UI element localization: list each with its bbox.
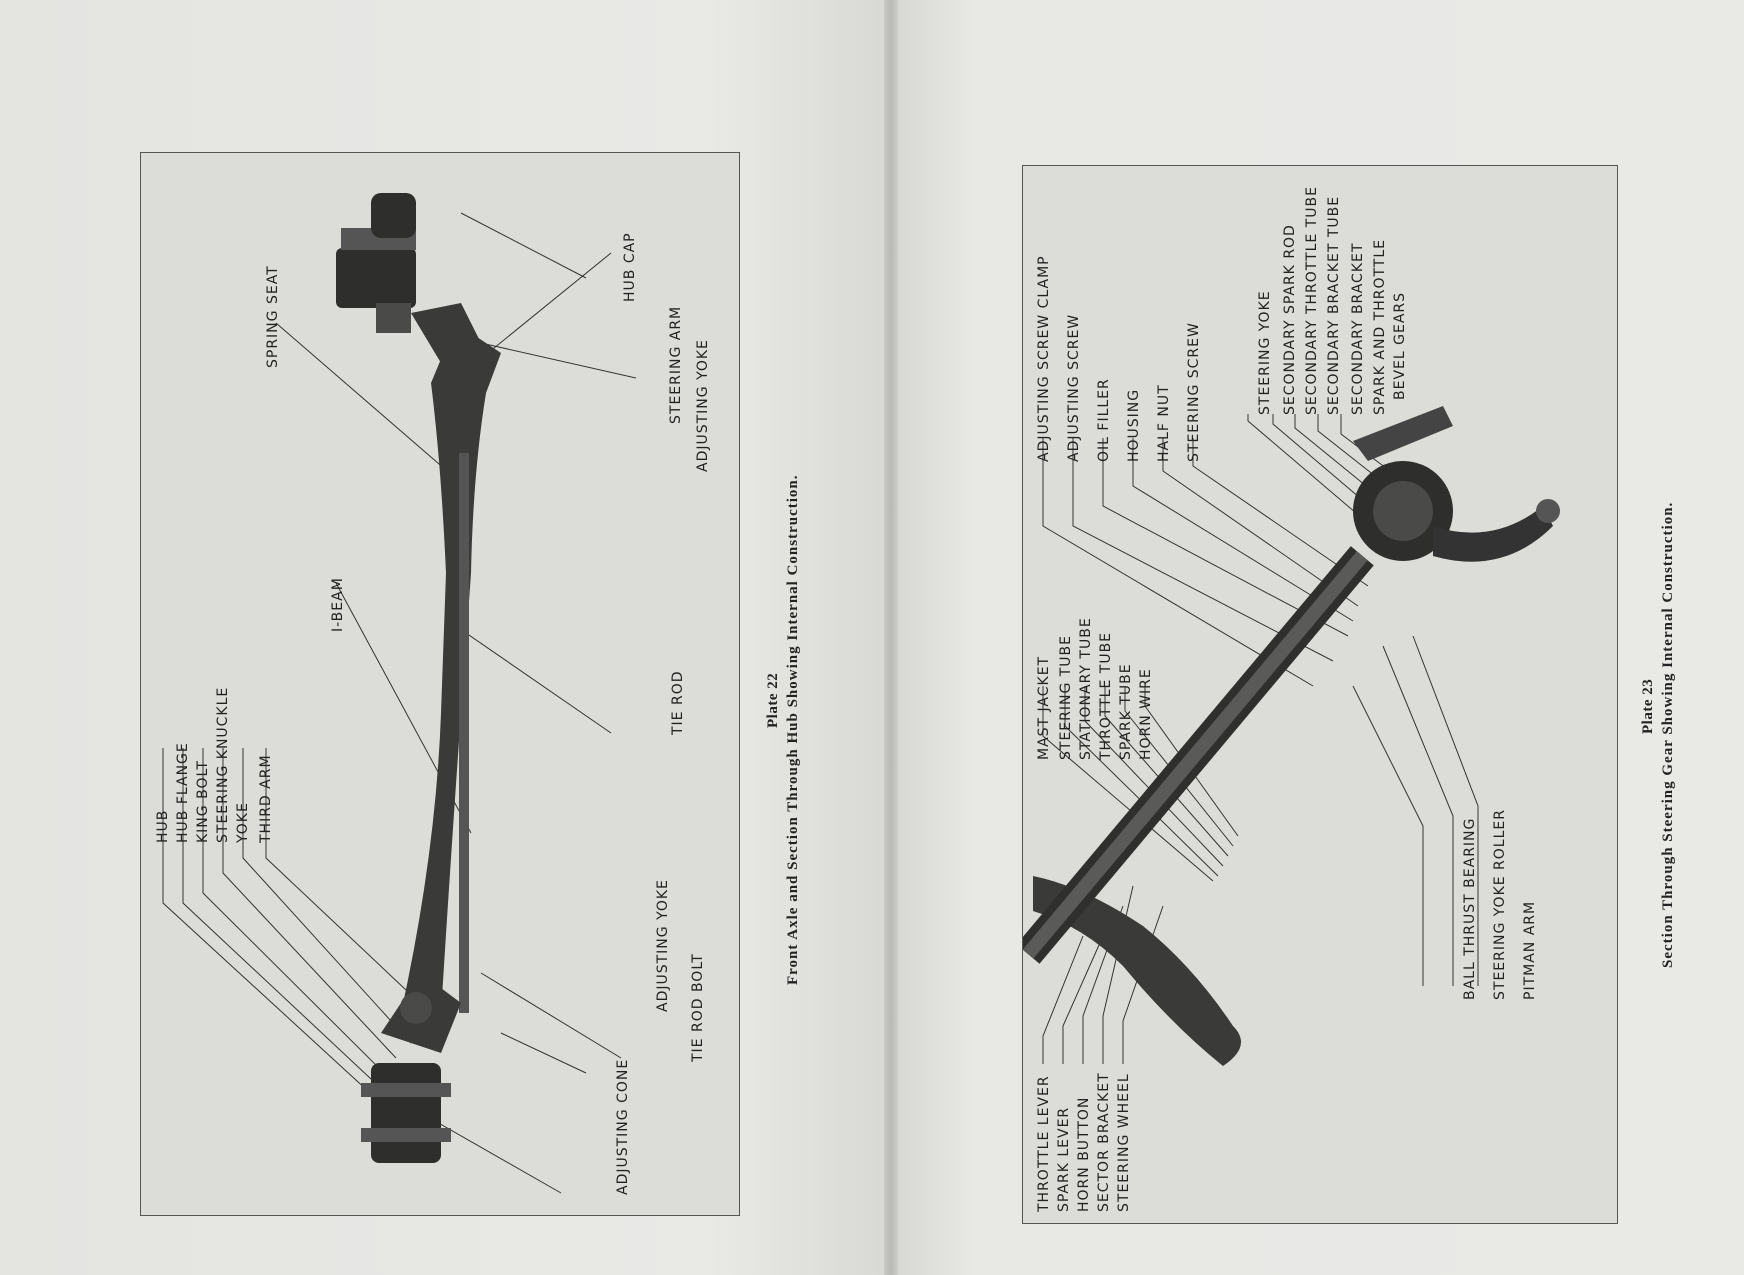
label-tie-rod-bolt: TIE ROD BOLT (690, 953, 706, 1062)
plate-22-caption: Front Axle and Section Through Hub Showing Internal Construction. (785, 474, 801, 985)
label-adjusting-screw-clamp: ADJUSTING SCREW CLAMP (1036, 255, 1052, 462)
label-spark-tube: SPARK TUBE (1118, 663, 1134, 760)
label-steering-wheel: STEERING WHEEL (1116, 1073, 1132, 1212)
label-steering-tube: STEERING TUBE (1058, 634, 1074, 760)
plate-23-title: Plate 23 (1640, 678, 1656, 734)
label-adjusting-yoke-right: ADJUSTING YOKE (695, 339, 711, 472)
book-gutter (884, 0, 898, 1275)
label-adjusting-screw: ADJUSTING SCREW (1066, 313, 1082, 462)
label-hub: HUB (155, 809, 171, 843)
label-adjusting-yoke-left: ADJUSTING YOKE (655, 879, 671, 1012)
label-steering-yoke: STEERING YOKE (1257, 290, 1273, 415)
label-horn-wire: HORN WIRE (1138, 668, 1154, 760)
plate-23-caption: Section Through Steering Gear Showing Internal Construction. (1660, 501, 1676, 968)
label-pitman-arm: PITMAN ARM (1522, 900, 1538, 1000)
label-steering-yoke-roller: STEERING YOKE ROLLER (1492, 809, 1508, 1000)
label-steering-arm: STEERING ARM (668, 305, 684, 424)
label-secondary-spark-rod: SECONDARY SPARK ROD (1282, 224, 1298, 415)
label-secondary-throttle-tube: SECONDARY THROTTLE TUBE (1304, 186, 1320, 415)
label-mast-jacket: MAST JACKET (1036, 655, 1052, 760)
front-axle-illustration (141, 153, 739, 1215)
label-steering-knuckle: STEERING KNUCKLE (215, 686, 231, 843)
plate-22-figure (140, 152, 740, 1216)
label-half-nut: HALF NUT (1156, 384, 1172, 462)
plate-22-title: Plate 22 (765, 672, 781, 728)
label-hub-cap: HUB CAP (622, 232, 638, 302)
label-oil-filler: OIL FILLER (1096, 378, 1112, 462)
label-sector-bracket: SECTOR BRACKET (1096, 1072, 1112, 1212)
label-hub-flange: HUB FLANGE (175, 742, 191, 843)
label-adjusting-cone: ADJUSTING CONE (615, 1058, 631, 1195)
label-i-beam: I-BEAM (330, 577, 346, 632)
label-king-bolt: KING BOLT (195, 760, 211, 843)
label-stationary-tube: STATIONARY TUBE (1078, 617, 1094, 760)
label-ball-thrust-bearing: BALL THRUST BEARING (1462, 817, 1478, 1000)
label-secondary-bracket: SECONDARY BRACKET (1350, 242, 1366, 415)
label-yoke: YOKE (235, 802, 251, 843)
label-third-arm: THIRD ARM (258, 754, 274, 843)
label-housing: HOUSING (1126, 388, 1142, 462)
label-throttle-lever: THROTTLE LEVER (1036, 1075, 1052, 1212)
label-secondary-bracket-tube: SECONDARY BRACKET TUBE (1326, 195, 1342, 415)
label-spark-lever: SPARK LEVER (1056, 1106, 1072, 1212)
label-steering-screw: STEERING SCREW (1186, 322, 1202, 462)
label-tie-rod: TIE ROD (670, 670, 686, 735)
label-spark-and-throttle: SPARK AND THROTTLE (1372, 239, 1388, 415)
label-spring-seat: SPRING SEAT (265, 265, 281, 368)
label-bevel-gears: BEVEL GEARS (1392, 291, 1408, 400)
label-throttle-tube: THROTTLE TUBE (1098, 631, 1114, 760)
label-horn-button: HORN BUTTON (1076, 1096, 1092, 1212)
